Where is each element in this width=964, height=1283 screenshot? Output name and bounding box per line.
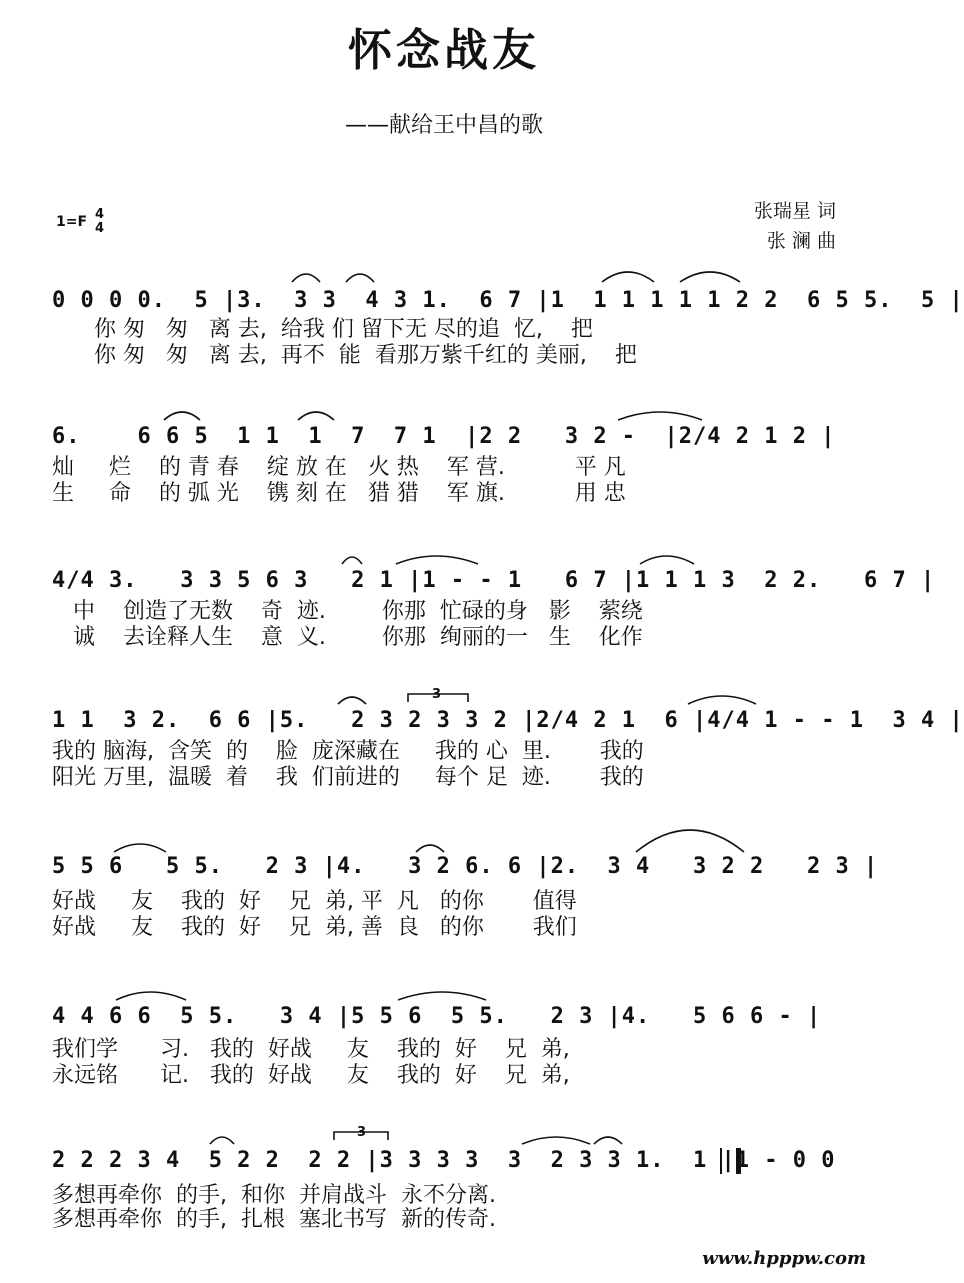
triplet-number: 3 <box>432 687 442 702</box>
lyric-verse-2: 多想再牵你 的手, 扎根 塞北书写 新的传奇. <box>52 1207 496 1232</box>
lyric-verse-1: 多想再牵你 的手, 和你 并肩战斗 永不分离. <box>52 1183 496 1208</box>
time-signature-bottom: 4 <box>95 221 105 236</box>
triplet-number: 3 <box>357 1125 367 1140</box>
notation-line: 1 1 3 2. 6 6 |5. 2 3 2 3 3 2 |2/4 2 1 6 |4/4 1 - - 1 3 4 | <box>52 708 964 733</box>
notation-line: 4 4 6 6 5 5. 3 4 |5 5 6 5 5. 2 3 |4. 5 6 6 - | <box>52 1004 822 1029</box>
lyric-verse-1: 你 匆 匆 离 去, 给我 们 留下无 尽的追 忆, 把 <box>52 317 593 342</box>
time-signature-top: 4 <box>95 207 105 222</box>
notation-line: 0 0 0 0. 5 |3. 3 3 4 3 1. 6 7 |1 1 1 1 1 1 2 2 6 5 5. 5 | <box>52 288 964 313</box>
composer-credit: 张 澜 曲 <box>766 230 836 252</box>
lyric-verse-2: 生 命 的 弧 光 镌 刻 在 猎 猎 军 旗. 用 忠 <box>52 481 626 506</box>
lyric-verse-1: 好战 友 我的 好 兄 弟, 平 凡 的你 值得 <box>52 889 577 914</box>
notation-line: 4/4 3. 3 3 5 6 3 2 1 |1 - - 1 6 7 |1 1 1 3 2 2. 6 7 | <box>52 568 936 593</box>
lyric-verse-1: 我们学 习. 我的 好战 友 我的 好 兄 弟, <box>52 1037 570 1062</box>
score-system-1 <box>52 280 964 390</box>
lyric-verse-2: 诚 去诠释人生 意 义. 你那 绚丽的一 生 化作 <box>52 625 643 650</box>
site-watermark: www.hpppw.com <box>702 1248 866 1269</box>
score-system-3 <box>52 560 936 670</box>
notation-line: 5 5 6 5 5. 2 3 |4. 3 2 6. 6 |2. 3 4 3 2 2 2 3 | <box>52 854 879 879</box>
key-signature <box>56 208 104 236</box>
score-system-5 <box>52 846 879 956</box>
score-system-4 <box>52 700 964 810</box>
notation-line: 2 2 2 3 4 5 2 2 2 2 |3 3 3 3 3 2 3 3 1. 1 |1 - 0 0 <box>52 1148 836 1173</box>
score-system-2 <box>52 416 858 526</box>
lyric-verse-1: 我的 脑海, 含笑 的 脸 庞深藏在 我的 心 里. 我的 <box>52 739 644 764</box>
final-barline <box>720 1148 741 1174</box>
notation-line: 6. 6 6 5 1 1 1 7 7 1 |2 2 3 2 - |2/4 2 1 2 | <box>52 424 836 449</box>
key-label: 1=F <box>56 214 88 230</box>
song-subtitle: ——献给王中昌的歌 <box>344 113 543 138</box>
time-signature <box>95 208 104 236</box>
lyric-verse-2: 永远铭 记. 我的 好战 友 我的 好 兄 弟, <box>52 1063 570 1088</box>
score-system-6 <box>52 996 858 1106</box>
lyric-verse-1: 灿 烂 的 青 春 绽 放 在 火 热 军 营. 平 凡 <box>52 455 626 480</box>
lyric-verse-2: 你 匆 匆 离 去, 再不 能 看那万紫千红的 美丽, 把 <box>52 343 637 368</box>
lyric-verse-2: 好战 友 我的 好 兄 弟, 善 良 的你 我们 <box>52 915 577 940</box>
song-title: 怀念战友 <box>348 25 540 76</box>
lyric-verse-1: 中 创造了无数 奇 迹. 你那 忙碌的身 影 萦绕 <box>52 599 643 624</box>
lyricist-credit: 张瑞星 词 <box>753 200 836 222</box>
lyric-verse-2: 阳光 万里, 温暖 着 我 们前进的 每个 足 迹. 我的 <box>52 765 644 790</box>
